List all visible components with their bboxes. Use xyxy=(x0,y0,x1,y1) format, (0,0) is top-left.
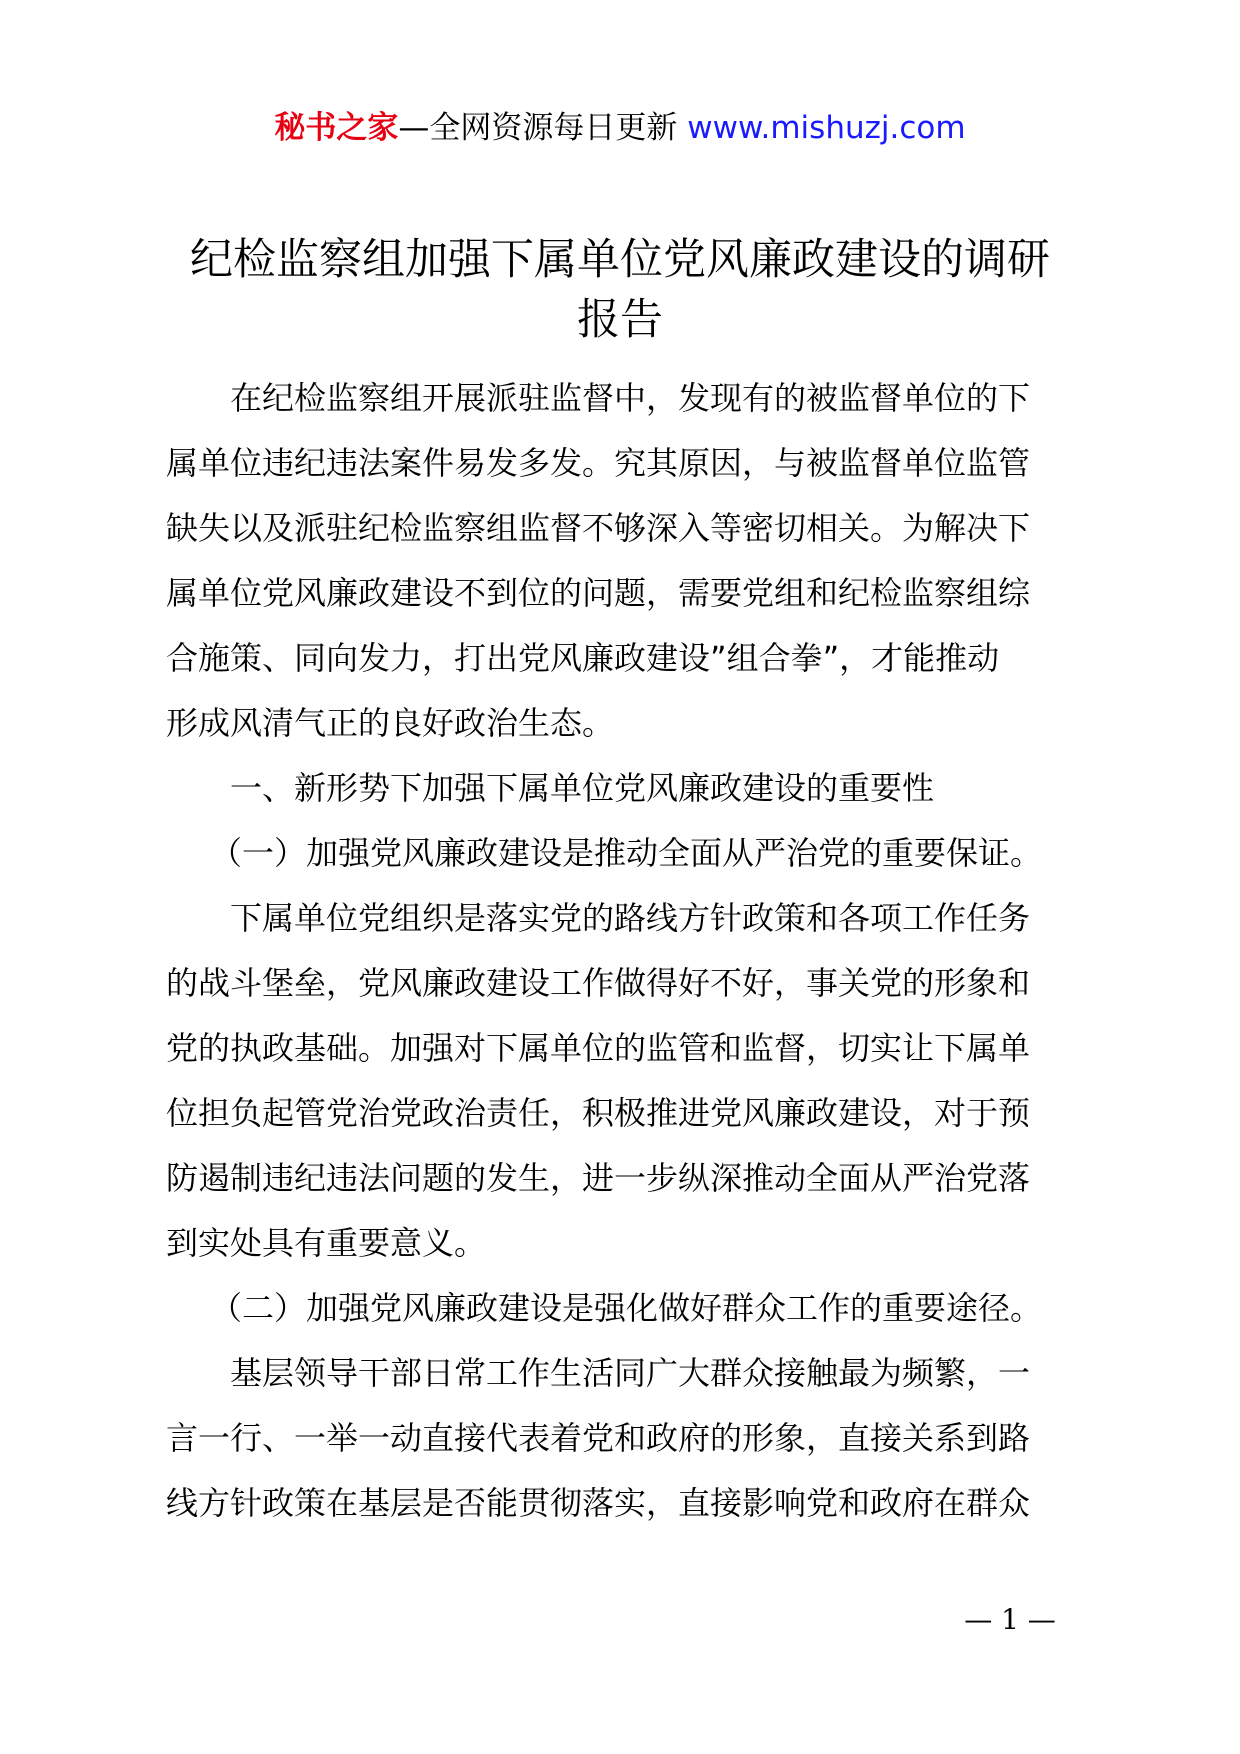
paragraph-line: 到实处具有重要意义。 xyxy=(166,1224,487,1262)
paragraph-line: 缺失以及派驻纪检监察组监督不够深入等密切相关。为解决下 xyxy=(166,509,1031,547)
site-brand: 秘书之家 xyxy=(274,110,399,146)
page-number: — 1 — xyxy=(964,1603,1056,1636)
paragraph-line: 下属单位党组织是落实党的路线方针政策和各项工作任务 xyxy=(230,899,1031,937)
paragraph-line: 属单位违纪违法案件易发多发。究其原因，与被监督单位监管 xyxy=(166,444,1031,482)
paragraph-line: 的战斗堡垒，党风廉政建设工作做得好不好，事关党的形象和 xyxy=(166,964,1031,1002)
paragraph-line: 在纪检监察组开展派驻监督中，发现有的被监督单位的下 xyxy=(230,379,1031,417)
paragraph-line: 基层领导干部日常工作生活同广大群众接触最为频繁，一 xyxy=(230,1354,1031,1392)
site-url-link[interactable]: www.mishuzj.com xyxy=(687,110,966,146)
document-body xyxy=(166,366,1076,1536)
title-line-1: 纪检监察组加强下属单位党风廉政建设的调研 xyxy=(190,235,1050,285)
paragraph-line: 党的执政基础。加强对下属单位的监管和监督，切实让下属单 xyxy=(166,1029,1031,1067)
document-title xyxy=(0,230,1240,350)
subsection-heading: （一）加强党风廉政建设是推动全面从严治党的重要保证。 xyxy=(210,834,1043,872)
paragraph-line: 防遏制违纪违法问题的发生，进一步纵深推动全面从严治党落 xyxy=(166,1159,1031,1197)
paragraph-line: 言一行、一举一动直接代表着党和政府的形象，直接关系到路 xyxy=(166,1419,1031,1457)
title-line-2: 报告 xyxy=(577,295,663,345)
subsection-heading: （二）加强党风廉政建设是强化做好群众工作的重要途径。 xyxy=(210,1289,1043,1327)
site-tagline: —全网资源每日更新 xyxy=(398,110,688,146)
paragraph-line: 位担负起管党治党政治责任，积极推进党风廉政建设，对于预 xyxy=(166,1094,1031,1132)
paragraph-line: 属单位党风廉政建设不到位的问题，需要党组和纪检监察组综 xyxy=(166,574,1031,612)
section-heading: 一、新形势下加强下属单位党风廉政建设的重要性 xyxy=(230,769,935,807)
paragraph-line: 合施策、同向发力，打出党风廉政建设”组合拳”，才能推动 xyxy=(166,639,1000,677)
paragraph-line: 线方针政策在基层是否能贯彻落实，直接影响党和政府在群众 xyxy=(166,1484,1031,1522)
paragraph-line: 形成风清气正的良好政治生态。 xyxy=(166,704,615,742)
site-header xyxy=(0,100,1240,156)
